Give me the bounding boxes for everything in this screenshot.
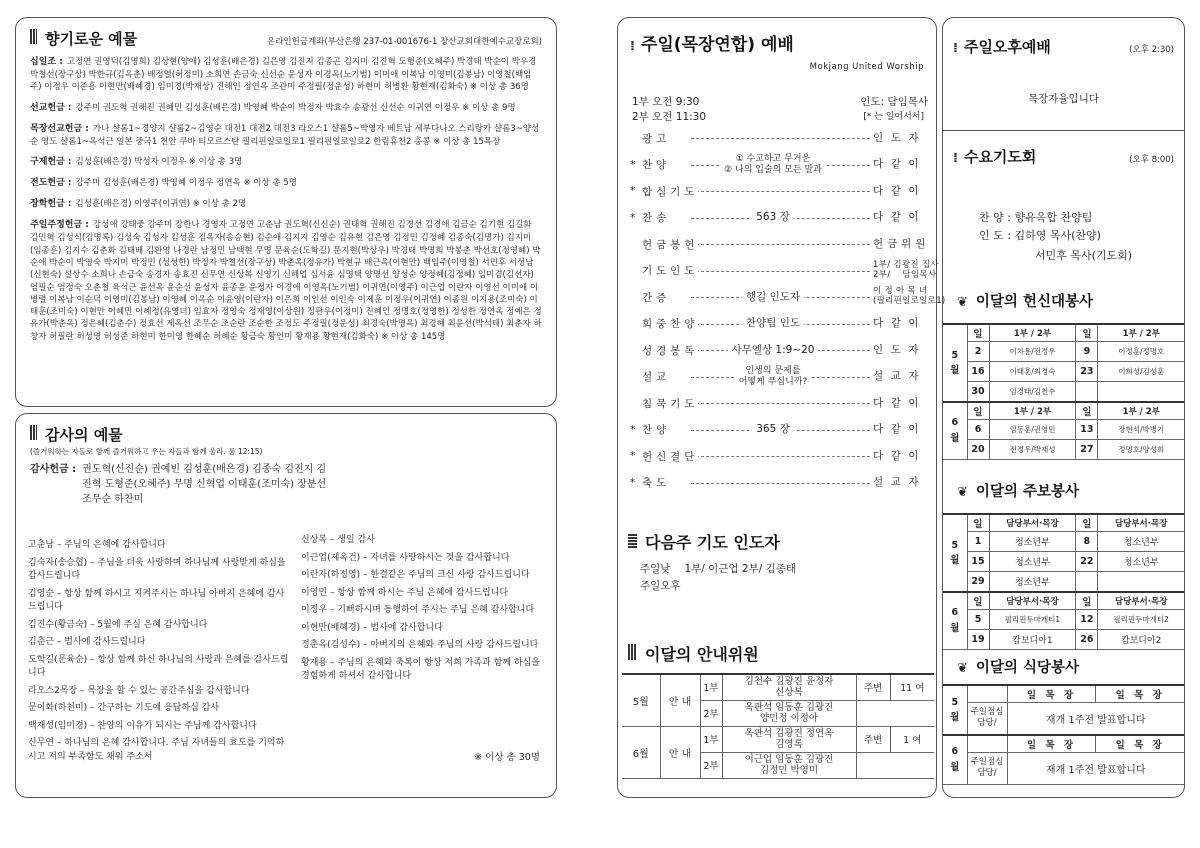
offering-group-label: 주일주정헌금 :	[30, 220, 89, 231]
worship-order-person: 다 같 이	[870, 185, 936, 197]
table-cell: 20	[967, 439, 989, 459]
table-cell: 필리핀두마게티2	[1098, 609, 1184, 629]
cafeteria-row-label: 주일점심 담당/	[967, 752, 1007, 784]
flowers-title: 이달의 헌신대봉사	[975, 294, 1094, 310]
order-of-worship	[618, 126, 946, 496]
usher-part-label: 2부	[700, 752, 722, 778]
offering-group-names: 김성훈(배은경) 이영주(이귀연) ※ 이상 총 2명	[75, 199, 247, 210]
table-cell: 15	[967, 552, 989, 572]
month-label: 6 월	[943, 592, 967, 650]
table-cell: 장현석/박병기	[1098, 419, 1184, 439]
table-cell: 캄보디아1	[989, 629, 1076, 649]
worship-order-row	[618, 418, 936, 442]
usher-month: 5월	[622, 674, 660, 726]
table-cell: 정명호/양성희	[1098, 439, 1184, 459]
header-cell: 일	[967, 592, 989, 610]
usher-count: 11 여	[890, 674, 934, 700]
table-cell: 필리핀두마게티1	[989, 609, 1076, 629]
header-cell: 일 목 장	[1096, 685, 1184, 703]
table-cell: 26	[1076, 629, 1098, 649]
table-cell: 13	[1076, 419, 1098, 439]
worship-order-detail: 찬양팀 인도	[718, 317, 828, 330]
worship-order-row	[618, 179, 936, 203]
leader-dots	[691, 456, 870, 457]
worship-time1: 1부 오전 9:30	[632, 96, 700, 108]
usher-blank	[856, 752, 934, 778]
worship-order-person: 헌 금 위 원	[870, 238, 936, 250]
header-cell: 일	[1076, 514, 1098, 532]
table-cell: 2	[967, 342, 989, 362]
table-cell	[1076, 382, 1098, 402]
leader-dots	[691, 244, 870, 245]
table-cell	[1076, 572, 1098, 592]
stripe-icon	[628, 644, 637, 660]
table-cell: 이희성/김성훈	[1098, 362, 1184, 382]
stripe-icon	[30, 29, 37, 44]
leader-dots	[691, 191, 870, 192]
cafeteria-row-label: 주일점심 담당/	[967, 703, 1007, 735]
table-cell	[967, 735, 1007, 753]
worship-order-person: 설 교 자	[870, 476, 936, 488]
required-star: *	[630, 450, 636, 462]
table-header	[943, 592, 1184, 610]
offering-group	[30, 156, 542, 169]
offering-group	[30, 198, 542, 211]
table-row	[943, 629, 1184, 649]
worship-order-person: 다 같 이	[870, 397, 936, 409]
worship-order-person: 1부/ 김광진 집사 2부/ 담임목사	[870, 261, 936, 281]
worship-order-row	[618, 206, 936, 230]
required-star: *	[630, 423, 636, 436]
divider	[943, 130, 1184, 131]
table-cell: 임경태/김천수	[989, 382, 1076, 402]
thanks-item: 백재성(임미경) – 찬양의 이유가 되시는 주님께 감사합니다	[28, 720, 257, 731]
usher-part1: 김천수 김광진 윤정자 신상복	[722, 674, 856, 700]
worship-order-row	[618, 259, 939, 283]
table-cell: 청소년부	[1098, 532, 1184, 552]
table-cell: 16	[967, 362, 989, 382]
month-label: 5 월	[943, 514, 967, 592]
thanks-item: 김숙자(송승협) – 주님을 더욱 사랑하며 하나님께 사랑받게 하심을 감사드립니다	[28, 557, 286, 581]
flower-icon: ❦	[957, 485, 968, 500]
worship-order-row	[618, 153, 936, 177]
month-label: 6 월	[943, 402, 967, 460]
offering-group-names: 강주미 권도혁 권해진 권혜민 김성훈(배은경) 박영혜 박순이 박정자 박효수 송광선 신선순 이귀연 이정우 ※ 이상 총 9명	[75, 102, 516, 113]
offering-group-names: 고정연 권영덕(김명희) 김상현(양애) 김성훈(배은경) 김은영 김진지 김종곤 김지미 김진혁 도형준(오혜주) 박경태 박순이 박우경 박철선(장구상) 박한규(김옥춘) 배정열(허정미) 소희연 손금숙 신선순 윤성자 이경옥(노기범) 이미애 이복남 이영미(김봉남) 이영철(백임주) 이정우 이준흥 이현만(배혜경) 임미경(박재상) 진해인 정연옥 조관미 주정필(정운성) 하현미 허병환 황현재(김화숙) ※ 이상 총 36명	[30, 57, 537, 93]
table-cell: 이차용/전정우	[989, 342, 1076, 362]
worship-order-label: 찬 양	[642, 157, 670, 172]
table-cell: 1	[967, 532, 989, 552]
usher-role: 안 내	[660, 674, 700, 726]
worship-order-detail: 사무엘상 1:9~20	[718, 344, 828, 357]
worship-order-row	[618, 338, 936, 362]
offering-group	[30, 123, 542, 148]
worship-order-detail: 365 장	[718, 423, 828, 436]
table-row	[943, 439, 1184, 459]
usher-blank	[856, 700, 934, 726]
table-cell: 임동훈/권영민	[989, 419, 1076, 439]
worship-order-person: 다 같 이	[870, 317, 936, 329]
table-row	[943, 382, 1184, 402]
table-cell: 청소년부	[989, 572, 1076, 592]
thanks-subtitle: (즐거워하는 자들로 함께 즐거워하고 우는 자들과 함께 울라. 롬 12:15)	[30, 447, 263, 456]
worship-order-label: 합 심 기 도	[642, 184, 698, 199]
offering-section	[15, 17, 557, 407]
worship-title: 주일(목장연합) 예배	[640, 35, 794, 55]
worship-order-label: 성 경 봉 독	[642, 343, 698, 358]
offering-group-label: 구제헌금 :	[30, 157, 72, 168]
worship-order-row	[618, 126, 936, 150]
table-row	[943, 552, 1184, 572]
thanks-item: 김영순 – 항상 함께 하시고 지켜주시는 하나님 아버지 은혜에 감사드립니다	[28, 588, 285, 612]
afternoon-time: (오후 2:30)	[1129, 45, 1174, 55]
table-header	[943, 514, 1184, 532]
usher-sub: 주변	[856, 726, 890, 752]
header-cell: 일	[1076, 592, 1098, 610]
table-cell: 청소년부	[989, 552, 1076, 572]
header-cell: 1부 / 2부	[989, 324, 1076, 342]
thanks-item: 고춘남 – 주님의 은혜에 감사합니다	[28, 540, 166, 550]
offering-group	[30, 56, 542, 94]
worship-order-label: 헌 금 봉 헌	[642, 237, 698, 252]
table-header	[943, 402, 1184, 420]
usher-role: 안 내	[660, 726, 700, 778]
usher-part2: 이근업 임동훈 김광진 김정민 박영미	[722, 752, 856, 778]
table-cell: 캄보디아2	[1098, 629, 1184, 649]
header-cell: 일	[967, 324, 989, 342]
header-cell: 일 목 장	[1096, 735, 1184, 753]
header-cell: 일	[1076, 324, 1098, 342]
leader-dots	[691, 138, 870, 139]
table-cell	[1098, 572, 1184, 592]
table-row	[943, 342, 1184, 362]
dots-icon: ⁞	[953, 41, 958, 56]
header-cell: 일	[967, 514, 989, 532]
offering-group	[30, 177, 542, 190]
offering-group-names: 김성훈(배은경) 박성자 이정우 ※ 이상 총 3명	[75, 157, 243, 168]
worship-subtitle: Mokjang United Worship	[809, 62, 924, 72]
table-cell: 27	[1076, 439, 1098, 459]
worship-order-label: 광 고	[642, 131, 670, 146]
worship-order-detail: 행길 인도자	[718, 291, 828, 304]
offering-group-label: 전도헌금 :	[30, 178, 72, 189]
thanks-title: 감사의 예물	[45, 426, 123, 444]
offering-groups	[30, 56, 542, 343]
worship-order-row	[618, 312, 936, 336]
offering-group-label: 장학헌금 :	[30, 199, 72, 210]
worship-order-person: 인 도 자	[870, 344, 936, 356]
cafeteria-row-text: 재개 1주전 발표합니다	[1007, 752, 1184, 784]
table-row	[943, 532, 1184, 552]
afternoon-title: 주일오후예배	[963, 38, 1051, 56]
worship-order-person: 다 같 이	[870, 423, 936, 435]
worship-note: [* 는 일어서서]	[863, 112, 924, 122]
thanks-item: 김춘근 – 범사에 감사드립니다	[28, 637, 146, 647]
worship-order-detail: 563 장	[718, 211, 828, 224]
worship-order-label: 침 묵 기 도	[642, 396, 698, 411]
offering-group	[30, 102, 542, 115]
offering-account: 온라인헌금계좌(부산은행 237-01-001676-1 장산교회대한예수교장로회)	[267, 37, 542, 47]
worship-section	[617, 17, 946, 798]
offering-group-names: 가나 샬롬1~경양지 샬롬2~김영순 대전1 대전2 대전3 라오스1 샬롬5~박영자 베트남 세부다나오 스리랑카 샬롬3~양성순 영도 샬롬1~옥석근 일본 중국1 천안 쿠바 티모르스탄 필리핀일로일로1 필리핀일로일로2 한림휴천2 홍콩 ※ 이상 총 15목장	[30, 123, 540, 147]
thanks-item: 김진수(황금숙) – 5월에 주실 은혜 감사합니다	[28, 619, 208, 630]
usher-row	[622, 674, 934, 700]
usher-part-label: 1부	[700, 674, 722, 700]
stripe-icon	[30, 425, 37, 440]
header-cell: 일	[1076, 402, 1098, 420]
next-prayer-title: 다음주 기도 인도자	[645, 533, 780, 552]
worship-order-label: 축 도	[642, 475, 670, 490]
worship-order-label: 회 중 찬 양	[642, 316, 698, 331]
flower-icon: ❦	[957, 295, 968, 310]
bulletin-table	[943, 513, 1184, 650]
worship-order-label: 간 증	[642, 290, 670, 305]
month-label: 6 월	[943, 735, 967, 785]
flower-icon: ❦	[957, 661, 968, 676]
worship-time2: 2부 오전 11:30	[632, 111, 707, 123]
worship-order-label: 찬 송	[642, 210, 670, 225]
ushers-title: 이달의 안내위원	[645, 645, 759, 664]
offering-title: 향기로운 예물	[45, 30, 138, 48]
month-label: 5 월	[943, 324, 967, 402]
header-cell: 1부 / 2부	[1098, 402, 1184, 420]
month-label: 5 월	[943, 685, 967, 735]
leader-dots	[691, 271, 870, 272]
required-star: *	[630, 211, 636, 224]
thanks-item: 도학길(문육순) – 항상 함께 하신 하나님의 사랑과 은혜를 감사드립니다	[28, 654, 289, 678]
usher-part-label: 2부	[700, 700, 722, 726]
worship-order-person: 다 같 이	[870, 211, 936, 223]
thanks-right-list	[301, 534, 551, 688]
offering-group-label: 선교헌금 :	[30, 102, 72, 113]
thanks-names: 권도혁(신진순) 권예빈 김성훈(배은경) 김종숙 김진지 김진혁 도형준(오혜주) 무명 신혁업 이태훈(조미숙) 장분선 조무순 하찬미	[82, 464, 327, 505]
cafeteria-table	[943, 684, 1184, 785]
header-cell: 담당부서·목장	[1098, 514, 1184, 532]
leader-dots	[691, 403, 870, 404]
thanks-section	[15, 413, 557, 798]
next-prayer-afternoon-label: 주일오후	[640, 580, 681, 592]
table-cell: 9	[1076, 342, 1098, 362]
leader-dots	[691, 483, 870, 484]
thanks-item: 이근업(제옥건) – 자녀를 사랑하시는 것을 감사합니다	[301, 552, 510, 563]
thanks-item: 이란자(하정영) – 한결같은 주님의 크신 사랑 감사드립니다	[301, 570, 530, 580]
worship-order-person: 설 교 자	[870, 370, 936, 382]
table-header	[943, 685, 1184, 703]
table-row	[943, 752, 1184, 784]
table-row	[943, 362, 1184, 382]
table-cell: 이태훈/최경숙	[989, 362, 1076, 382]
usher-part-label: 1부	[700, 726, 722, 752]
header-cell: 일	[967, 402, 989, 420]
worship-order-person: 다 같 이	[870, 450, 936, 462]
thanks-item: 이영민 – 항상 함께 하시는 주님 은혜에 감사드립니다	[301, 587, 509, 598]
worship-order-row	[618, 365, 936, 389]
table-row	[943, 572, 1184, 592]
usher-part1: 옥판석 김광진 정연옥 김영록	[722, 726, 856, 752]
wednesday-leader2: 서민후 목사(기도회)	[1035, 249, 1133, 262]
dots-icon: ⁞	[953, 151, 958, 166]
usher-row	[622, 726, 934, 752]
required-star: *	[630, 158, 636, 171]
table-cell: 19	[967, 629, 989, 649]
right-section	[942, 17, 1185, 798]
thanks-left-list	[28, 539, 290, 768]
required-star: *	[630, 185, 636, 197]
thanks-item: 이현만(배혜경) – 범사에 감사합니다	[301, 622, 443, 633]
worship-order-row	[618, 444, 936, 468]
worship-order-row	[618, 391, 936, 415]
thanks-item: 신무연 – 하나님의 은혜 감사합니다. 주님 자녀들의 효도를 기억하시고 저의 부족함도 채워 주소서	[28, 738, 285, 762]
worship-order-row	[618, 471, 936, 495]
next-prayer-sunday-value: 1부/ 이근업 2부/ 김종태	[684, 563, 797, 575]
usher-sub: 주변	[856, 674, 890, 700]
usher-part2: 옥판석 임동훈 김광진 양민정 이정아	[722, 700, 856, 726]
offering-group	[30, 219, 542, 343]
table-cell: 23	[1076, 362, 1098, 382]
next-prayer-sunday-label: 주일낮	[640, 563, 671, 575]
afternoon-text: 목장자율입니다	[1027, 93, 1099, 105]
bulletin-title: 이달의 주보봉사	[975, 484, 1080, 500]
table-cell	[967, 685, 1007, 703]
worship-order-label: 헌 신 결 단	[642, 449, 698, 464]
header-cell: 1부 / 2부	[989, 402, 1076, 420]
header-cell: 담당부서·목장	[1098, 592, 1184, 610]
table-row	[943, 419, 1184, 439]
thanks-item: 문이화(하천미) – 간구하는 기도에 응답하심 감사	[28, 703, 220, 713]
table-cell: 12	[1076, 609, 1098, 629]
worship-order-label: 기 도 인 도	[642, 263, 698, 278]
table-cell: 22	[1076, 552, 1098, 572]
required-star: *	[630, 476, 636, 489]
table-header	[943, 324, 1184, 342]
header-cell: 1부 / 2부	[1098, 324, 1184, 342]
wednesday-praise: 찬 양 : 향유옥합 찬양팀	[979, 211, 1093, 224]
dots-icon: ⁞	[630, 39, 635, 54]
offering-group-label: 십일조 :	[30, 57, 63, 67]
table-cell: 청소년부	[989, 532, 1076, 552]
worship-order-person: 이 정 아 목 녀 (필리핀일로일로1)	[870, 287, 936, 307]
cafeteria-title: 이달의 식당봉사	[975, 660, 1080, 676]
header-cell: 담당부서·목장	[989, 514, 1076, 532]
table-row	[943, 609, 1184, 629]
worship-order-person: 다 같 이	[870, 158, 936, 170]
table-cell	[1098, 382, 1184, 402]
usher-count: 1 여	[890, 726, 934, 752]
worship-order-label: 찬 양	[642, 422, 670, 437]
flowers-table	[943, 323, 1184, 460]
worship-order-detail: ① 수고하고 무거운 ② 나의 입술의 모든 말과	[718, 154, 828, 176]
worship-order-label: 설 교	[642, 369, 670, 384]
thanks-label: 감사헌금 :	[30, 464, 77, 475]
worship-order-row	[618, 285, 946, 309]
thanks-item: 이정우 – 기뻐하시며 동행하여 주시는 주님 은혜 감사합니다	[301, 605, 535, 615]
cafeteria-row-text: 재개 1주전 발표합니다	[1007, 703, 1184, 735]
header-cell: 일 목 장	[1007, 735, 1096, 753]
thanks-item: 정춘옥(김성수) – 아버지의 은혜와 주님의 사랑 감사드립니다	[301, 640, 539, 650]
offering-group-names: 강주미 김성훈(배은경) 박영혜 이정우 정연옥 ※ 이상 총 5명	[75, 178, 297, 189]
table-cell: 5	[967, 609, 989, 629]
worship-leader: 인도: 담임목사	[860, 96, 928, 108]
table-cell: 전정우/박재성	[989, 439, 1076, 459]
wednesday-time: (오후 8:00)	[1129, 155, 1174, 165]
header-cell: 일 목 장	[1007, 685, 1096, 703]
stripe-icon	[628, 534, 637, 548]
table-cell: 8	[1076, 532, 1098, 552]
worship-order-person: 인 도 자	[870, 132, 936, 144]
thanks-total: ※ 이상 총 30명	[474, 752, 540, 763]
worship-order-detail: 인생의 문제를 어떻게 푸십니까?	[718, 366, 828, 388]
table-cell: 이정훈/정명호	[1098, 342, 1184, 362]
offering-group-label: 목장선교헌금 :	[30, 123, 89, 134]
header-cell: 담당부서·목장	[989, 592, 1076, 610]
worship-order-row	[618, 232, 936, 256]
table-header	[943, 735, 1184, 753]
usher-month: 6월	[622, 726, 660, 778]
thanks-item: 신상복 – 생일 감사	[301, 535, 375, 545]
ushers-table	[622, 673, 934, 779]
table-cell: 30	[967, 382, 989, 402]
wednesday-title: 수요기도회	[963, 148, 1037, 166]
thanks-item: 라오스2목장 – 목장을 할 수 있는 공간주심을 감사합니다	[28, 685, 250, 696]
table-row	[943, 703, 1184, 735]
wednesday-leader: 인 도 : 김하영 목사(찬양)	[979, 229, 1101, 242]
table-cell: 6	[967, 419, 989, 439]
table-cell: 29	[967, 572, 989, 592]
thanks-item: 황재용 – 주님의 은혜와 축복이 항상 저희 가족과 함께 하심을 경험하게 하셔서 감사합니다	[301, 657, 540, 681]
offering-group-names: 강성애 강태중 강주미 강한나 경영자 고정연 고춘남 권도혁(신신순) 권태혁 권해진 김경선 김경애 김금순 김기현 김길화 김민혁 김성식(김명록) 김성숙 김성자 김성훈 김옥자(송승현) 김순애 김지지 김영순 김유현 김은영 김정민 김정혜 김종숙(김명가) 김지미(임종훈) 김지수 김춘화 김태배 김환영 나경란 남정민 남택현 무명 문육순(도학길) 문지현(박상우) 박경태 박명희 박봉춘 박선호(정영혜) 박순애 박순이 박영숙 박지미 박정민 (성성한) 박정자 박철선(장구상) 박춘옥(정유가) 박현규 배근옥(이현만) 백임주(이영철) 서민후 서성남(신현숙) 설상수 소희나 손금숙 송경자 송효진 신무연 신상복 신영기 신해업 심서윤 심명택 양명선 양성순 양정혜(김정혜) 임미겸(김선자) 엄필순 엄정숙 오춘철 육석근 윤선옥 윤순선 윤성자 윤종윤 윤정자 이경애 이영옥(노기범) 이귀연(이영주) 이근업 이란자 이영선 이미애 이병렬 이복남 이순덕 이영미(김봉남) 이영혜 이옥순 이윤영(이란자) 이은희 이인선 이인숙 이제훈 이정우(이귀연) 이종원 이지용(조미숙) 이태훈(조미숙) 이현만 이혜민 이혜정(유영녀) 임효자 정영숙 정재영(이상원) 정판우(이정미) 진혜인 정명호(정영한) 정성한 정연옥 정예은 정유가(박춘옥) 정은혜(김춘수) 정효선 제옥선 조무순 조순란 조순한 조정도 주정필(정운성) 최경숙(박명옥) 최경혜 최윤선(박석태) 최춘자 하창자 허필란 허성명 허성준 하현미 한미영 한혜순 허혜순 황금숙 황인미 황재용 황현재(김화숙) ※ 이상 총 145명	[30, 220, 542, 342]
table-cell: 청소년부	[1098, 552, 1184, 572]
